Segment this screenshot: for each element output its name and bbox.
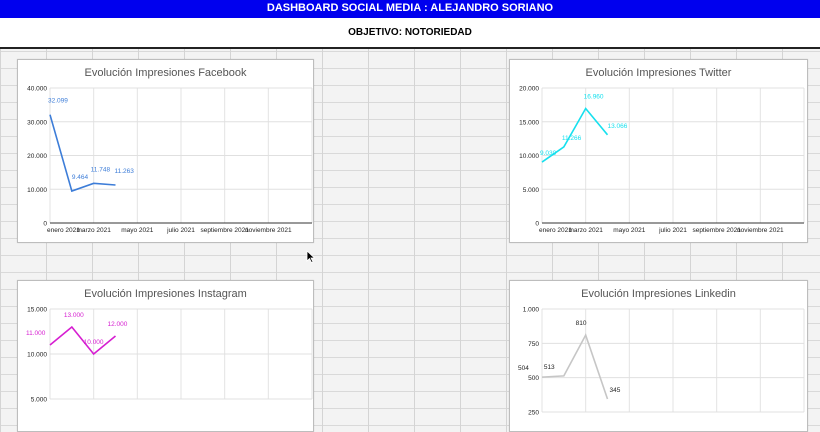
data-label: 32.099	[48, 97, 68, 105]
y-tick-label: 250	[528, 409, 539, 417]
x-tick-label: enero 2021	[47, 227, 80, 234]
chart-card-linkedin[interactable]	[509, 280, 808, 432]
chart-title-facebook: Evolución Impresiones Facebook	[84, 67, 247, 79]
data-label: 9.464	[71, 174, 89, 182]
y-tick-label: 500	[528, 375, 539, 383]
y-tick-label: 5.000	[30, 396, 47, 404]
y-tick-label: 10.000	[27, 351, 47, 359]
chart-title-twitter: Evolución Impresiones Twitter	[585, 67, 732, 79]
y-tick-label: 40.000	[27, 85, 47, 93]
x-tick-label: mayo 2021	[613, 227, 646, 234]
y-tick-label: 1.000	[522, 306, 539, 314]
y-tick-label: 10.000	[519, 153, 539, 160]
y-tick-label: 0	[535, 220, 539, 228]
chart-title-instagram: Evolución Impresiones Instagram	[84, 288, 247, 300]
chart-card-facebook[interactable]	[17, 59, 314, 243]
chart-linkedin	[510, 281, 807, 431]
chart-card-instagram[interactable]	[17, 280, 314, 432]
data-label: 10.000	[83, 339, 104, 346]
data-label: 513	[543, 363, 555, 371]
data-label: 13.000	[63, 312, 84, 319]
y-tick-label: 20.000	[27, 153, 47, 160]
data-label: 810	[575, 320, 587, 328]
x-tick-label: mayo 2021	[121, 227, 154, 234]
x-tick-label: marzo 2021	[76, 227, 111, 234]
y-tick-label: 10.000	[27, 186, 47, 194]
x-tick-label: marzo 2021	[568, 227, 603, 234]
x-tick-label: septiembre 2021	[692, 227, 741, 234]
data-label: 12.000	[107, 321, 128, 328]
data-label: 504	[518, 365, 529, 373]
data-label: 11.263	[114, 167, 134, 175]
x-tick-label: septiembre 2021	[200, 227, 249, 234]
x-tick-label: noviembre 2021	[737, 227, 784, 234]
chart-twitter	[510, 60, 807, 242]
objective-row: OBJETIVO: NOTORIEDAD	[0, 18, 820, 49]
chart-card-twitter[interactable]	[509, 59, 808, 243]
data-label: 13.066	[607, 122, 628, 130]
mouse-cursor-icon	[306, 250, 316, 264]
chart-title-linkedin: Evolución Impresiones Linkedin	[581, 288, 736, 300]
data-label: 9.030	[540, 150, 557, 158]
data-label: 11.748	[90, 166, 111, 174]
x-tick-label: julio 2021	[167, 227, 195, 234]
x-tick-label: enero 2021	[539, 227, 572, 234]
data-label: 16.960	[583, 93, 604, 101]
y-tick-label: 30.000	[27, 119, 47, 127]
dashboard-title-banner: DASHBOARD SOCIAL MEDIA : ALEJANDRO SORIANO	[0, 0, 820, 18]
y-tick-label: 15.000	[519, 119, 539, 127]
chart-instagram	[18, 281, 313, 431]
data-label: 11.000	[26, 330, 46, 337]
x-tick-label: julio 2021	[659, 227, 687, 234]
y-tick-label: 20.000	[519, 85, 539, 93]
y-tick-label: 5.000	[522, 186, 539, 194]
y-tick-label: 0	[43, 220, 47, 228]
y-tick-label: 15.000	[27, 306, 47, 314]
data-label: 11.266	[561, 134, 582, 142]
x-tick-label: noviembre 2021	[245, 227, 292, 234]
data-label: 345	[609, 386, 621, 394]
chart-facebook	[18, 60, 313, 242]
y-tick-label: 750	[528, 340, 539, 348]
